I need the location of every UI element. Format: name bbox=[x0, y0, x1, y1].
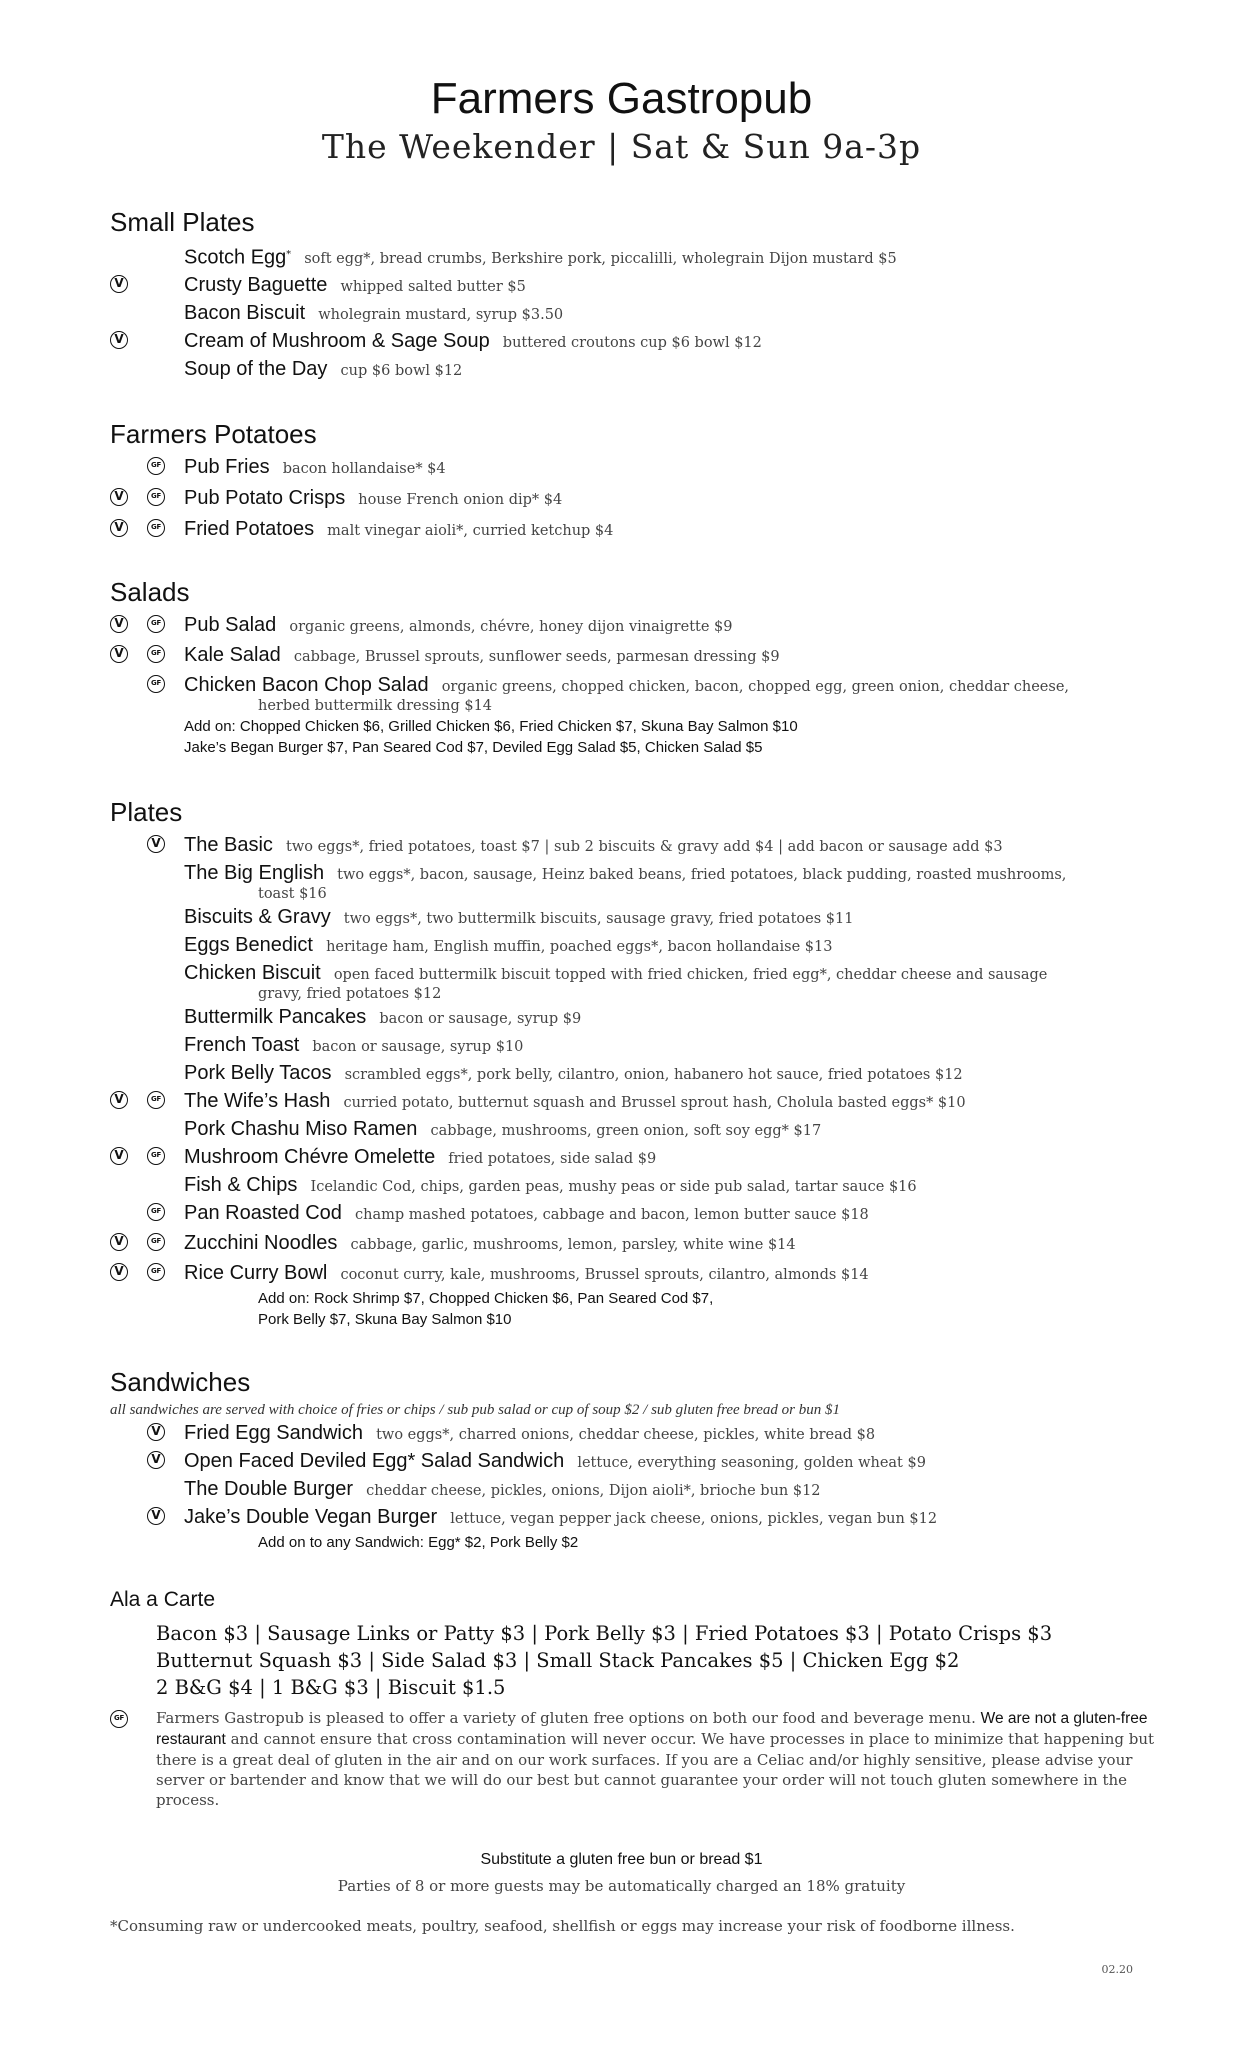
menu-item bbox=[110, 612, 1160, 640]
menu-item bbox=[110, 356, 1160, 384]
gratuity-note: Parties of 8 or more guests may be automatically charged an 18% gratuity bbox=[337, 1877, 906, 1895]
menu-item bbox=[110, 1504, 1160, 1532]
item-name: Biscuits & Gravy bbox=[184, 906, 331, 928]
item-name: Eggs Benedict bbox=[184, 934, 313, 956]
vegetarian-icon: V bbox=[110, 488, 128, 506]
item-description: fried potatoes, side salad $9 bbox=[448, 1151, 657, 1167]
item-name: Kale Salad bbox=[184, 644, 281, 666]
gluten-free-icon: GF bbox=[147, 457, 165, 475]
section-heading: Plates bbox=[110, 797, 183, 827]
menu-item bbox=[110, 642, 1160, 670]
menu-item bbox=[110, 1200, 1160, 1228]
ala-carte-line: 2 B&G $4 | 1 B&G $3 | Biscuit $1.5 bbox=[156, 1676, 506, 1699]
item-name: Mushroom Chévre Omelette bbox=[184, 1146, 436, 1168]
item-description: Icelandic Cod, chips, garden peas, mushy peas or side pub salad, tartar sauce $16 bbox=[310, 1179, 917, 1195]
vegetarian-icon: V bbox=[110, 645, 128, 663]
menu-item bbox=[110, 932, 1160, 960]
item-name: Pork Belly Tacos bbox=[184, 1062, 332, 1084]
item-description: lettuce, vegan pepper jack cheese, onions, pickles, vegan bun $12 bbox=[450, 1511, 938, 1527]
vegetarian-icon: V bbox=[147, 1507, 165, 1525]
item-description: two eggs*, two buttermilk biscuits, sausage gravy, fried potatoes $11 bbox=[343, 911, 854, 927]
section-potatoes bbox=[110, 418, 1160, 544]
item-name: Bacon Biscuit bbox=[184, 302, 306, 325]
item-description: heritage ham, English muffin, poached eggs*, bacon hollandaise $13 bbox=[326, 939, 833, 955]
vegetarian-icon: V bbox=[147, 835, 165, 853]
menu-item bbox=[110, 516, 1160, 544]
item-description: malt vinegar aioli*, curried ketchup $4 bbox=[327, 523, 614, 539]
menu-item bbox=[110, 1060, 1160, 1088]
menu-item bbox=[110, 485, 1160, 513]
item-description: cabbage, mushrooms, green onion, soft soy egg* $17 bbox=[430, 1123, 822, 1139]
vegetarian-icon: V bbox=[147, 1451, 165, 1469]
item-name: Soup of the Day bbox=[184, 358, 328, 381]
item-asterisk: * bbox=[286, 249, 292, 260]
menu-item bbox=[110, 1088, 1160, 1116]
item-description: wholegrain mustard, syrup $3.50 bbox=[318, 307, 564, 324]
menu-item bbox=[110, 242, 1160, 272]
menu-item bbox=[110, 1172, 1160, 1200]
menu-item bbox=[110, 1230, 1160, 1258]
menu-item bbox=[110, 454, 1160, 482]
menu-item bbox=[110, 1260, 1160, 1288]
vegetarian-icon: V bbox=[110, 519, 128, 537]
vegetarian-icon: V bbox=[110, 615, 128, 633]
section-heading: Salads bbox=[110, 577, 190, 607]
item-description: cup $6 bowl $12 bbox=[340, 363, 463, 380]
gluten-free-icon: GF bbox=[147, 645, 165, 663]
gluten-free-icon: GF bbox=[147, 615, 165, 633]
vegetarian-icon: V bbox=[147, 1423, 165, 1441]
gluten-free-icon: GF bbox=[147, 1203, 165, 1221]
menu-item bbox=[110, 832, 1160, 860]
item-description: two eggs*, fried potatoes, toast $7 | sub 2 biscuits & gravy add $4 | add bacon or sausage add $3 bbox=[286, 839, 1003, 855]
menu-item bbox=[110, 1144, 1160, 1172]
item-name: Pork Chashu Miso Ramen bbox=[184, 1118, 418, 1140]
add-on-line: Jake’s Began Burger $7, Pan Seared Cod $7, Deviled Egg Salad $5, Chicken Salad $5 bbox=[184, 739, 763, 756]
item-name: Jake’s Double Vegan Burger bbox=[184, 1506, 438, 1528]
item-description: cabbage, Brussel sprouts, sunflower seeds, parmesan dressing $9 bbox=[293, 649, 780, 665]
restaurant-title: Farmers Gastropub bbox=[430, 74, 813, 123]
item-name: Chicken Bacon Chop Salad bbox=[184, 674, 429, 696]
gluten-free-icon: GF bbox=[147, 675, 165, 693]
item-description: champ mashed potatoes, cabbage and bacon, lemon butter sauce $18 bbox=[354, 1207, 869, 1223]
menu-item bbox=[110, 1032, 1160, 1060]
item-description: house French onion dip* $4 bbox=[358, 492, 563, 508]
item-name: The Double Burger bbox=[184, 1478, 353, 1500]
add-on-line: Pork Belly $7, Skuna Bay Salmon $10 bbox=[258, 1311, 512, 1328]
item-description: whipped salted butter $5 bbox=[340, 279, 526, 296]
menu-item bbox=[110, 1116, 1160, 1144]
item-name: Crusty Baguette bbox=[184, 274, 328, 297]
disclaimer-text-part: Farmers Gastropub is pleased to offer a variety of gluten free options on both our food and beverage menu. bbox=[156, 1709, 976, 1727]
gluten-free-icon: GF bbox=[147, 519, 165, 537]
gluten-free-icon: GF bbox=[147, 488, 165, 506]
item-description: organic greens, almonds, chévre, honey dijon vinaigrette $9 bbox=[289, 619, 733, 635]
item-description: coconut curry, kale, mushrooms, Brussel sprouts, cilantro, almonds $14 bbox=[340, 1267, 869, 1283]
menu-item bbox=[110, 672, 1160, 700]
item-name: Buttermilk Pancakes bbox=[184, 1006, 367, 1028]
vegetarian-icon: V bbox=[110, 331, 128, 349]
disclaimer-bold: We are not a gluten-free restaurant bbox=[156, 1710, 1148, 1748]
item-description: buttered croutons cup $6 bowl $12 bbox=[502, 335, 762, 352]
section-note: all sandwiches are served with choice of fries or chips / sub pub salad or cup of soup $2 / sub gluten free bread or bun $1 bbox=[110, 1402, 840, 1418]
item-name: Chicken Biscuit bbox=[184, 962, 321, 984]
menu-item bbox=[110, 960, 1160, 988]
gluten-free-icon: GF bbox=[110, 1710, 128, 1728]
item-name: Pub Salad bbox=[184, 614, 277, 636]
add-on-line: Add on to any Sandwich: Egg* $2, Pork Belly $2 bbox=[258, 1534, 579, 1551]
item-description: scrambled eggs*, pork belly, cilantro, onion, habanero hot sauce, fried potatoes $12 bbox=[344, 1067, 963, 1083]
vegetarian-icon: V bbox=[110, 275, 128, 293]
item-description: bacon or sausage, syrup $10 bbox=[312, 1039, 524, 1055]
item-name: Fish & Chips bbox=[184, 1174, 298, 1196]
item-name: Fried Egg Sandwich bbox=[184, 1422, 363, 1444]
menu-item bbox=[110, 1448, 1160, 1476]
item-name: The Wife’s Hash bbox=[184, 1090, 331, 1112]
item-description: cheddar cheese, pickles, onions, Dijon aioli*, brioche bun $12 bbox=[366, 1483, 821, 1499]
item-name: The Big English bbox=[184, 862, 325, 884]
gluten-free-icon: GF bbox=[147, 1233, 165, 1251]
menu-date: 02.20 bbox=[1101, 1963, 1133, 1976]
item-name: Pub Potato Crisps bbox=[184, 487, 346, 509]
consumption-warning: *Consuming raw or undercooked meats, poultry, seafood, shellfish or eggs may increase your risk of foodborne illness. bbox=[110, 1917, 1015, 1935]
section-ala-carte bbox=[110, 1584, 1160, 1701]
item-description: soft egg*, bread crumbs, Berkshire pork, piccalilli, wholegrain Dijon mustard $5 bbox=[304, 251, 897, 268]
item-name: French Toast bbox=[184, 1034, 300, 1056]
vegetarian-icon: V bbox=[110, 1263, 128, 1281]
vegetarian-icon: V bbox=[110, 1091, 128, 1109]
menu-item bbox=[110, 860, 1160, 888]
section-sandwiches bbox=[110, 1366, 1160, 1553]
item-name: Zucchini Noodles bbox=[184, 1232, 338, 1254]
item-name: Fried Potatoes bbox=[184, 518, 315, 540]
ala-carte-line: Bacon $3 | Sausage Links or Patty $3 | Pork Belly $3 | Fried Potatoes $3 | Potato Crisps $3 bbox=[156, 1622, 1053, 1645]
add-on-line: Add on: Rock Shrimp $7, Chopped Chicken $6, Pan Seared Cod $7, bbox=[258, 1290, 714, 1307]
item-description: cabbage, garlic, mushrooms, lemon, parsley, white wine $14 bbox=[350, 1237, 796, 1253]
item-name: The Basic bbox=[184, 834, 273, 856]
section-heading: Farmers Potatoes bbox=[110, 419, 317, 449]
menu-item bbox=[110, 272, 1160, 300]
menu-item bbox=[110, 904, 1160, 932]
disclaimer-text bbox=[110, 1708, 1160, 1810]
item-name: Pub Fries bbox=[184, 456, 270, 478]
ala-carte-line: Butternut Squash $3 | Side Salad $3 | Small Stack Pancakes $5 | Chicken Egg $2 bbox=[156, 1649, 960, 1672]
disclaimer-text-part: and cannot ensure that cross contamination will never occur. We have processes in place to minimize that happening but there is a great deal of gluten in the air and on our work surfaces. If you are a Celiac and/or highly sensitive, please advise your server or bartender and know that we will do our best but cannot guarantee your order will not touch gluten somewhere in the process. bbox=[156, 1730, 1155, 1809]
section-heading: Ala a Carte bbox=[110, 1588, 216, 1611]
item-name: Open Faced Deviled Egg* Salad Sandwich bbox=[184, 1450, 565, 1472]
vegetarian-icon: V bbox=[110, 1233, 128, 1251]
gluten-free-icon: GF bbox=[147, 1147, 165, 1165]
item-name: Cream of Mushroom & Sage Soup bbox=[184, 330, 490, 353]
section-plates bbox=[110, 796, 1160, 1330]
item-description: bacon or sausage, syrup $9 bbox=[379, 1011, 582, 1027]
item-description-continued: gravy, fried potatoes $12 bbox=[258, 986, 442, 1002]
item-description-continued: toast $16 bbox=[258, 886, 327, 902]
menu-item bbox=[110, 1420, 1160, 1448]
menu-item bbox=[110, 300, 1160, 328]
menu-subtitle: The Weekender | Sat & Sun 9a-3p bbox=[321, 127, 922, 166]
item-description: lettuce, everything seasoning, golden wheat $9 bbox=[577, 1455, 926, 1471]
item-description: bacon hollandaise* $4 bbox=[282, 461, 446, 477]
item-name: Pan Roasted Cod bbox=[184, 1202, 342, 1224]
item-description: two eggs*, bacon, sausage, Heinz baked beans, fried potatoes, black pudding, roasted mushrooms, bbox=[337, 867, 1067, 883]
substitute-note: Substitute a gluten free bun or bread $1 bbox=[480, 1851, 763, 1868]
section-salads bbox=[110, 576, 1160, 758]
item-description: curried potato, butternut squash and Brussel sprout hash, Cholula basted eggs* $10 bbox=[343, 1095, 966, 1111]
item-description: organic greens, chopped chicken, bacon, chopped egg, green onion, cheddar cheese, bbox=[441, 679, 1070, 695]
item-name: Rice Curry Bowl bbox=[184, 1262, 328, 1284]
menu-item bbox=[110, 1004, 1160, 1032]
gluten-free-disclaimer bbox=[110, 1708, 1160, 1810]
gluten-free-icon: GF bbox=[147, 1091, 165, 1109]
item-description-continued: herbed buttermilk dressing $14 bbox=[258, 698, 493, 714]
add-on-line: Add on: Chopped Chicken $6, Grilled Chicken $6, Fried Chicken $7, Skuna Bay Salmon $10 bbox=[184, 718, 798, 735]
section-heading: Small Plates bbox=[110, 207, 255, 237]
item-description: two eggs*, charred onions, cheddar cheese, pickles, white bread $8 bbox=[376, 1427, 876, 1443]
item-description: open faced buttermilk biscuit topped with fried chicken, fried egg*, cheddar cheese and sausage bbox=[333, 967, 1048, 983]
menu-item bbox=[110, 328, 1160, 356]
item-name: Scotch Egg bbox=[184, 246, 287, 269]
section-heading: Sandwiches bbox=[110, 1367, 251, 1397]
gluten-free-icon: GF bbox=[147, 1263, 165, 1281]
menu-item bbox=[110, 1476, 1160, 1504]
section-small-plates bbox=[110, 206, 1160, 384]
vegetarian-icon: V bbox=[110, 1147, 128, 1165]
